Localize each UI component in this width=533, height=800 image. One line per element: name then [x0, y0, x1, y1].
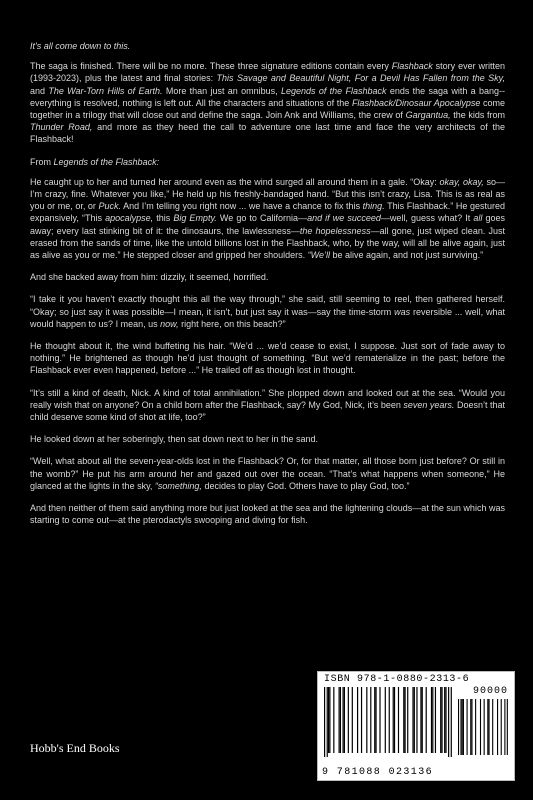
- barcode-bar: [484, 699, 485, 755]
- italic-text: thing.: [362, 201, 385, 212]
- italic-text: The War-Torn Hills of Earth.: [48, 85, 163, 96]
- intro-paragraph: [30, 60, 505, 145]
- text-run: From: [30, 156, 54, 167]
- barcode-bar: [497, 699, 498, 755]
- barcode-bar: [357, 687, 358, 753]
- excerpt-paragraph-4: [30, 340, 505, 377]
- text-run: be alive again, and not just surviving.”: [330, 250, 484, 261]
- ean-barcode-bars: [324, 687, 452, 759]
- excerpt-paragraph-3: [30, 293, 505, 330]
- barcode-bar: [480, 699, 481, 755]
- italic-text: Flashback: [391, 61, 433, 72]
- barcode-bar: [460, 699, 461, 755]
- italic-text: Flashback/Dinosaur Apocalypse: [351, 97, 481, 108]
- excerpt-paragraph-5: [30, 387, 505, 424]
- text-run: decides to play God. Others have to play God, too.”: [201, 480, 410, 491]
- barcode-bar: [329, 687, 330, 753]
- text-run: the kids from: [450, 110, 505, 121]
- text-run: And she backed away from him: dizzily, it seemed, horrified.: [30, 272, 269, 283]
- barcode-bar: [352, 687, 353, 753]
- text-run: He thought about it, the wind buffeting his hair. “We’d ... we’d cease to exist, I suppose. Just sort of fade away to nothing.” He brightened as though he’d just thought of something. “But we’d rematerialize in the past; before the Flashback ever even happened, before ...” He trailed off as though lost in thought.: [30, 341, 505, 376]
- barcode-bar: [333, 687, 334, 753]
- barcode-bar: [432, 687, 433, 753]
- italic-text: Gargantua,: [405, 110, 451, 121]
- barcode-bar: [404, 687, 405, 753]
- barcode-bar: [416, 687, 417, 753]
- italic-text: Big Empty.: [173, 213, 217, 224]
- tagline: It's all come down to this.: [30, 41, 131, 51]
- barcode-bar: [398, 687, 399, 753]
- barcode-bar: [403, 687, 404, 753]
- barcode-bar: [375, 687, 376, 753]
- barcode-bar: [414, 687, 415, 753]
- barcode-bar: [407, 687, 408, 753]
- back-cover-text: [30, 40, 505, 537]
- price-addon-number: 90000: [472, 686, 508, 697]
- italic-text: “We’ll: [307, 250, 330, 261]
- text-run: The saga is finished. There will be no more. These three signature editions contain every: [30, 61, 392, 72]
- text-run: And I’m telling you right now ... we have a chance to fix this: [121, 201, 363, 212]
- text-run: “It’s still a kind of death, Nick. A kind of total annihilation.” She plopped down and looked out at the sea. “Would you really wish that on anyone? On a child born after the Flashback, say? My God, Nick, it’s been: [30, 387, 505, 410]
- italic-text: Thunder Road,: [30, 122, 93, 133]
- barcode-bar: [324, 687, 325, 757]
- barcode-bar: [445, 687, 446, 753]
- isbn-barcode: [317, 671, 515, 781]
- barcode-bar: [435, 687, 436, 753]
- barcode-bar: [507, 699, 508, 755]
- barcode-bar: [422, 687, 423, 753]
- text-run: —all gone, just wiped clean. Just erased from the sands of time, like the untold billions lost in the Flashback, who, by the way, will all be alive again, just as alive as you or me.” He stepped closer and gripped her shoulders.: [30, 225, 506, 261]
- barcode-bar: [420, 687, 421, 753]
- italic-text: and if we succeed: [307, 213, 381, 224]
- publisher-name: Hobb's End Books: [30, 741, 120, 755]
- barcode-bar: [463, 699, 464, 755]
- barcode-bar: [340, 687, 341, 753]
- italic-text: Legends of the Flashback:: [53, 156, 160, 167]
- excerpt-paragraph-2: [30, 271, 505, 283]
- text-run: this: [153, 213, 174, 224]
- barcode-bar: [492, 699, 493, 755]
- isbn-label: ISBN 978-1-0880-2313-6: [324, 674, 470, 685]
- barcode-bar: [462, 699, 463, 755]
- barcode-bar: [348, 687, 349, 753]
- italic-text: all: [473, 213, 483, 224]
- barcode-bar: [431, 687, 432, 753]
- italic-text: Puck.: [98, 201, 122, 212]
- barcode-bar: [394, 687, 395, 753]
- barcode-bar: [487, 699, 488, 755]
- italic-text: seven years.: [403, 399, 455, 410]
- excerpt-paragraph-8: [30, 502, 505, 526]
- addon-barcode-bars: [458, 699, 508, 759]
- barcode-bar: [441, 687, 442, 753]
- italic-text: This Savage and Beautiful Night, For a Devil Has Fallen from the Sky,: [216, 73, 505, 84]
- barcode-bar: [426, 687, 427, 753]
- italic-text: apocalypse,: [105, 213, 154, 224]
- text-run: come together in a trilogy that will close out and define the saga. Join Ank and Williams, the crew of: [30, 97, 506, 121]
- barcode-bar: [342, 687, 343, 753]
- text-run: This Flashback.” He gestured expansively, “This: [30, 201, 505, 224]
- barcode-bar: [366, 687, 367, 753]
- barcode-bar: [374, 687, 375, 753]
- text-run: and: [30, 85, 49, 96]
- text-run: ends the saga with a bang--everything is resolved, nothing is left out. All the characters and situations of the: [30, 85, 506, 108]
- text-run: He looked down at her soberingly, then sat down next to her in the sand.: [30, 434, 319, 445]
- barcode-bar: [379, 687, 380, 753]
- excerpt-paragraph-1: [30, 176, 505, 261]
- text-run: Doesn’t that child deserve some kind of shot at life, too?”: [30, 399, 505, 423]
- barcode-bar: [451, 687, 452, 757]
- text-run: reversible ... well, what would happen to us? I mean, us: [30, 306, 505, 329]
- italic-text: the hopelessness: [299, 225, 371, 236]
- italic-text: was: [394, 306, 411, 317]
- barcode-bar: [475, 699, 476, 755]
- text-run: “I take it you haven’t exactly thought this all the way through,” she said, still seeming to reel, then gathered herself. “Okay; so just say it was possible—I mean, it isn’t, but just say it was—say the time-storm: [30, 294, 505, 317]
- barcode-bar: [470, 699, 471, 755]
- text-run: right here, on this beach?”: [178, 318, 286, 329]
- text-run: and more as they heed the call to adventure one last time and face the very architects of the Flashback!: [30, 122, 505, 145]
- barcode-bar: [393, 687, 394, 753]
- italic-text: “something,: [154, 480, 202, 491]
- text-run: And then neither of them said anything more but just looked at the sea and the lightening clouds—at the sun which was starting to come out—at the pterodactyls swooping and diving for fish.: [30, 503, 505, 526]
- barcode-bar: [339, 687, 340, 753]
- barcode-bar: [448, 687, 449, 757]
- text-run: We go to California—: [216, 213, 308, 224]
- barcode-bar: [501, 699, 502, 755]
- barcode-bar: [467, 699, 468, 755]
- text-run: so—I’m crazy, fine. Whatever you like,” He held up his freshly-bandaged hand. “But this isn’t crazy, Lisa. This is as real as you or me, or, or: [30, 176, 505, 212]
- barcode-bar: [328, 687, 329, 753]
- text-run: story ever written (1993-2023), plus the latest and final stories:: [30, 61, 505, 84]
- excerpt-paragraph-7: [30, 455, 505, 492]
- barcode-bar: [440, 687, 441, 753]
- barcode-bar: [488, 699, 489, 755]
- italic-text: okay, okay,: [439, 176, 484, 187]
- barcode-bar: [344, 687, 345, 753]
- barcode-bar: [361, 687, 362, 753]
- text-run: “Well, what about all the seven-year-olds lost in the Flashback? Or, for that matter, all those born just before? Or still in the womb?” He put his arm around her and gazed out over the ocean. “That’s what happens when someone,” He glanced at the lights in the sky,: [30, 456, 505, 491]
- barcode-bar: [471, 699, 472, 755]
- text-run: goes away; every last stinking bit of it: the dinosaurs, the lawlessness—: [30, 213, 506, 236]
- barcode-bar: [389, 687, 390, 753]
- barcode-bar: [412, 687, 413, 753]
- barcode-bar: [504, 699, 505, 755]
- excerpt-paragraph-6: [30, 433, 505, 445]
- barcode-bar: [370, 687, 371, 753]
- excerpt-heading: [30, 156, 505, 168]
- text-run: More than just an omnibus,: [162, 85, 281, 96]
- ean-digits: 9 781088 023136: [322, 767, 434, 778]
- barcode-bar: [385, 687, 386, 753]
- text-run: He caught up to her and turned her around even as the wind surged all around them in a gale. “Okay:: [30, 176, 440, 187]
- italic-text: Legends of the Flashback: [280, 85, 387, 96]
- barcode-bar: [327, 687, 328, 757]
- text-run: —well, guess what? It: [380, 213, 474, 224]
- barcode-bar: [458, 699, 459, 755]
- barcode-bar: [444, 687, 445, 753]
- italic-text: now,: [160, 318, 179, 329]
